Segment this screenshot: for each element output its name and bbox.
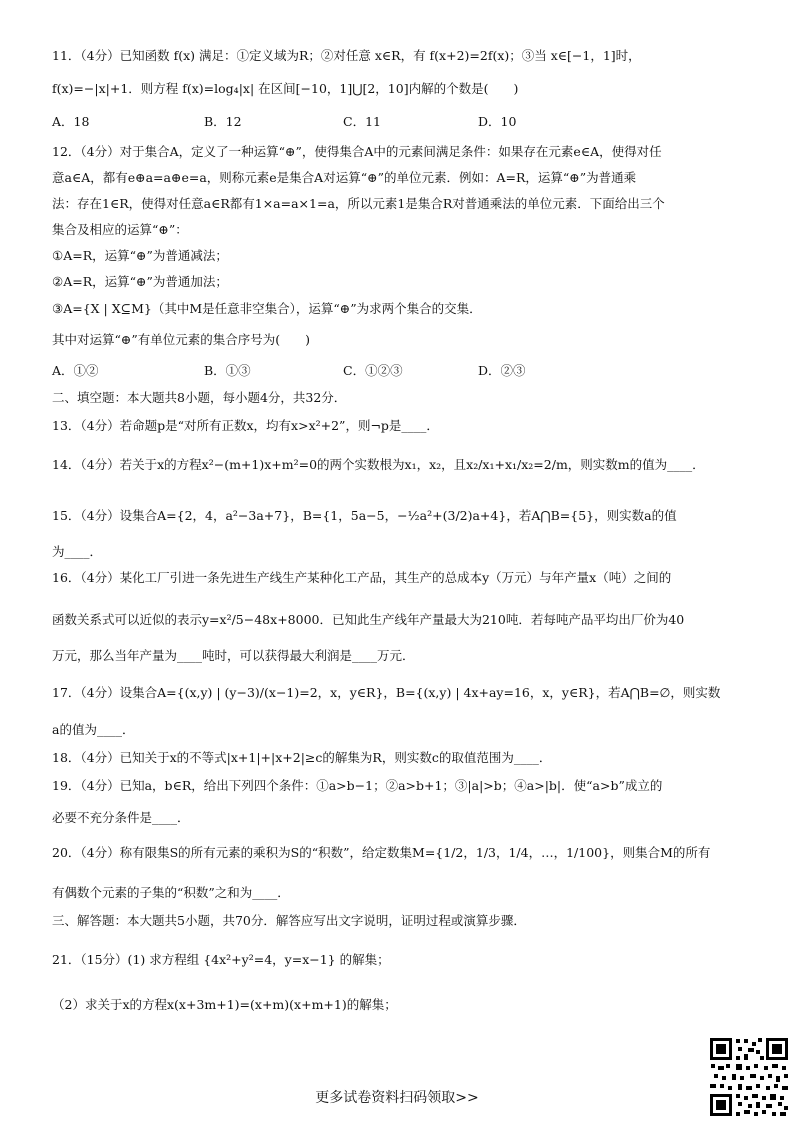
footer-scan-prompt: 更多试卷资料扫码领取>>	[315, 1090, 479, 1106]
q20-line1: 20．（4分）称有限集S的所有元素的乘积为S的“积数”，给定数集M={1/2，1/3，1/4，…，1/100}，则集合M的所有	[52, 845, 711, 860]
q12-line2: 意a∈A，都有e⊕a=a⊕e=a，则称元素e是集合A对运算“⊕”的单位元素．例如：A=R，运算“⊕”为普通乘	[52, 170, 637, 185]
section-answer-heading: 三、解答题：本大题共5小题，共70分．解答应写出文字说明，证明过程或演算步骤．	[52, 913, 526, 928]
q12-option1: ①A=R，运算“⊕”为普通减法；	[52, 248, 228, 263]
q14: 14．（4分）若关于x的方程x²−(m+1)x+m²=0的两个实数根为x₁，x₂，且x₂/x₁+x₁/x₂=2/m，则实数m的值为____．	[52, 457, 705, 472]
q16-line3: 万元，那么当年产量为____吨时，可以获得最大利润是____万元．	[52, 648, 415, 663]
q15-line2: 为____．	[52, 544, 103, 559]
q12-choice-c: C．①②③	[343, 363, 403, 378]
q16-line1: 16．（4分）某化工厂引进一条先进生产线生产某种化工产品，其生产的总成本y（万元）与年产量x（吨）之间的	[52, 570, 672, 585]
q13: 13．（4分）若命题p是“对所有正数x，均有x>x²+2”，则¬p是____．	[52, 418, 439, 433]
q12-question: 其中对运算“⊕”有单位元素的集合序号为( )	[52, 332, 311, 347]
q12-option3: ③A={X | X⊆M}（其中M是任意非空集合），运算“⊕”为求两个集合的交集．	[52, 301, 482, 316]
q11-line1: 11．（4分）已知函数 f(x) 满足：①定义域为R；②对任意 x∈R，有 f(x+2)=2f(x)；③当 x∈[−1，1]时，	[52, 48, 641, 63]
q12-line3: 法：存在1∈R，使得对任意a∈R都有1×a=a×1=a，所以元素1是集合R对普通乘法的单位元素．下面给出三个	[52, 196, 665, 211]
q11-choices	[52, 112, 752, 132]
q11-line2: f(x)=−|x|+1．则方程 f(x)=log₄|x| 在区间[−10，1]⋃[2，10]内解的个数是( )	[52, 81, 519, 96]
q20-line2: 有偶数个元素的子集的“积数”之和为____．	[52, 885, 290, 900]
q18: 18．（4分）已知关于x的不等式|x+1|+|x+2|≥c的解集为R，则实数c的取值范围为____．	[52, 750, 552, 765]
q12-line1: 12．（4分）对于集合A，定义了一种运算“⊕”，使得集合A中的元素间满足条件：如果存在元素e∈A，使得对任	[52, 144, 662, 159]
section-fill-in-heading: 二、填空题：本大题共8小题，每小题4分，共32分．	[52, 390, 347, 405]
q12-choice-a: A．①②	[52, 363, 99, 378]
q19-line2: 必要不充分条件是____．	[52, 810, 190, 825]
q19-line1: 19．（4分）已知a，b∈R，给出下列四个条件：①a>b−1；②a>b+1；③|a|>b；④a>|b|．使“a>b”成立的	[52, 778, 663, 793]
q12-option2: ②A=R，运算“⊕”为普通加法；	[52, 274, 228, 289]
q11-choice-b: B．12	[204, 114, 242, 129]
q16-line2: 函数关系式可以近似的表示y=x²/5−48x+8000．已知此生产线年产量最大为210吨．若每吨产品平均出厂价为40	[52, 612, 685, 627]
q21-part2: （2）求关于x的方程x(x+3m+1)=(x+m)(x+m+1)的解集；	[52, 997, 397, 1012]
q12-choice-b: B．①③	[204, 363, 251, 378]
q11-choice-d: D．10	[478, 114, 517, 129]
q12-choices	[52, 361, 752, 381]
q12-line4: 集合及相应的运算“⊕”：	[52, 222, 188, 237]
q15-line1: 15．（4分）设集合A={2，4，a²−3a+7}，B={1，5a−5，−½a²+(3/2)a+4}，若A⋂B={5}，则实数a的值	[52, 508, 677, 523]
q11-choice-a: A．18	[52, 114, 90, 129]
q21-part1: 21．（15分）(1) 求方程组 {4x²+y²=4，y=x−1} 的解集；	[52, 952, 390, 967]
q17-line2: a的值为____．	[52, 722, 135, 737]
q12-choice-d: D．②③	[478, 363, 526, 378]
q11-choice-c: C．11	[343, 114, 381, 129]
q17-line1: 17．（4分）设集合A={(x,y) | (y−3)/(x−1)=2，x，y∈R}，B={(x,y) | 4x+ay=16，x，y∈R}，若A⋂B=∅，则实数	[52, 685, 721, 700]
